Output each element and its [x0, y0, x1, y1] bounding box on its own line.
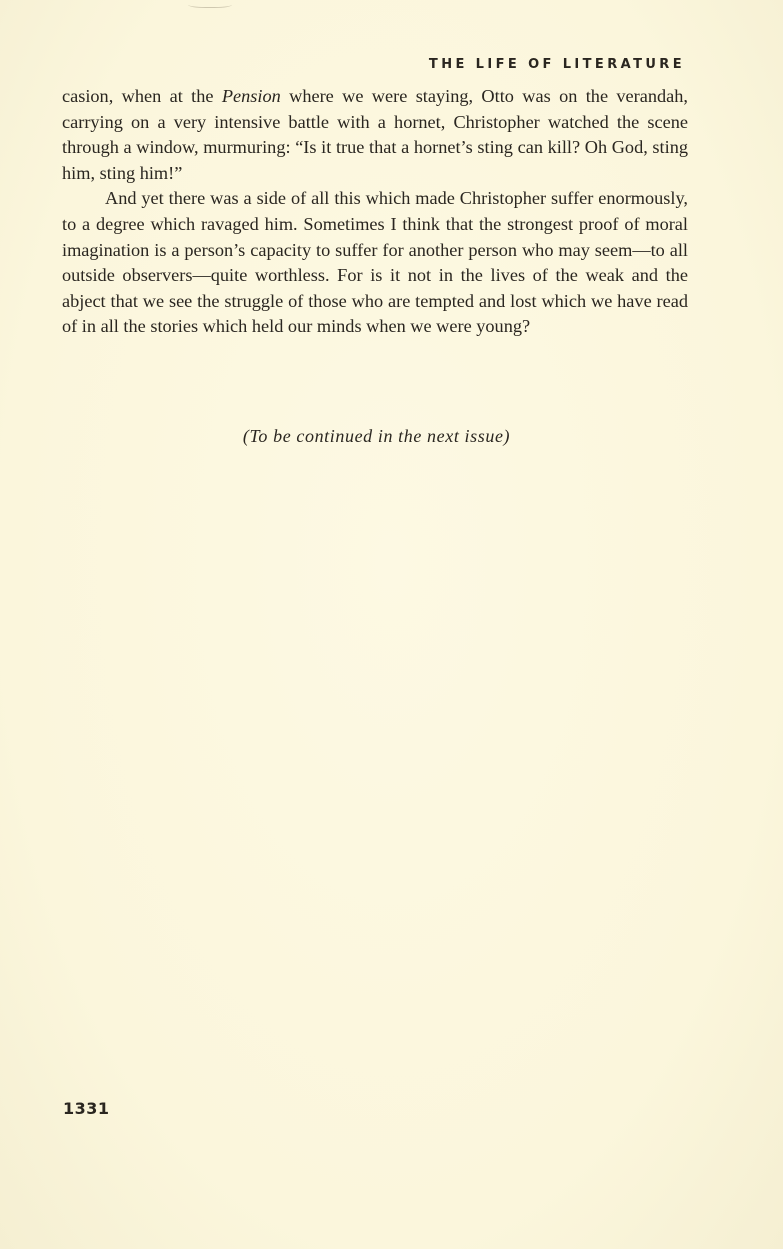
continued-close-paren: )	[503, 426, 511, 446]
paragraph-continuation	[62, 84, 688, 186]
binding-mark	[188, 0, 232, 8]
page-number: 1331	[63, 1099, 110, 1118]
paragraph-text: casion, when at the	[62, 86, 222, 106]
italic-word: Pension	[221, 86, 281, 106]
article-body	[62, 84, 688, 340]
continued-open-paren: (	[242, 426, 250, 446]
continued-text: To be continued in the next issue	[249, 426, 504, 446]
running-head: THE LIFE OF LITERATURE	[428, 57, 685, 72]
paragraph: And yet there was a side of all this which made Christopher suffer enormously, to a degree which ravaged him. Sometimes I think that the strongest proof of moral imagination is a person’s capacity to suffer for another person who may seem—to all outside observers—quite worthless. For is it not in the lives of the weak and the abject that we see the struggle of those who are tempted and lost which we have read of in all the stories which held our minds when we were young?	[62, 188, 688, 337]
continued-note	[0, 426, 753, 447]
paragraph-text: where we were staying, Otto was on the verandah, carrying on a very intensive battle with a hornet, Christopher watched the scene through a window, murmuring: “Is it true that a hornet’s sting can kill? Oh God, sting him, sting him!”	[62, 86, 688, 183]
